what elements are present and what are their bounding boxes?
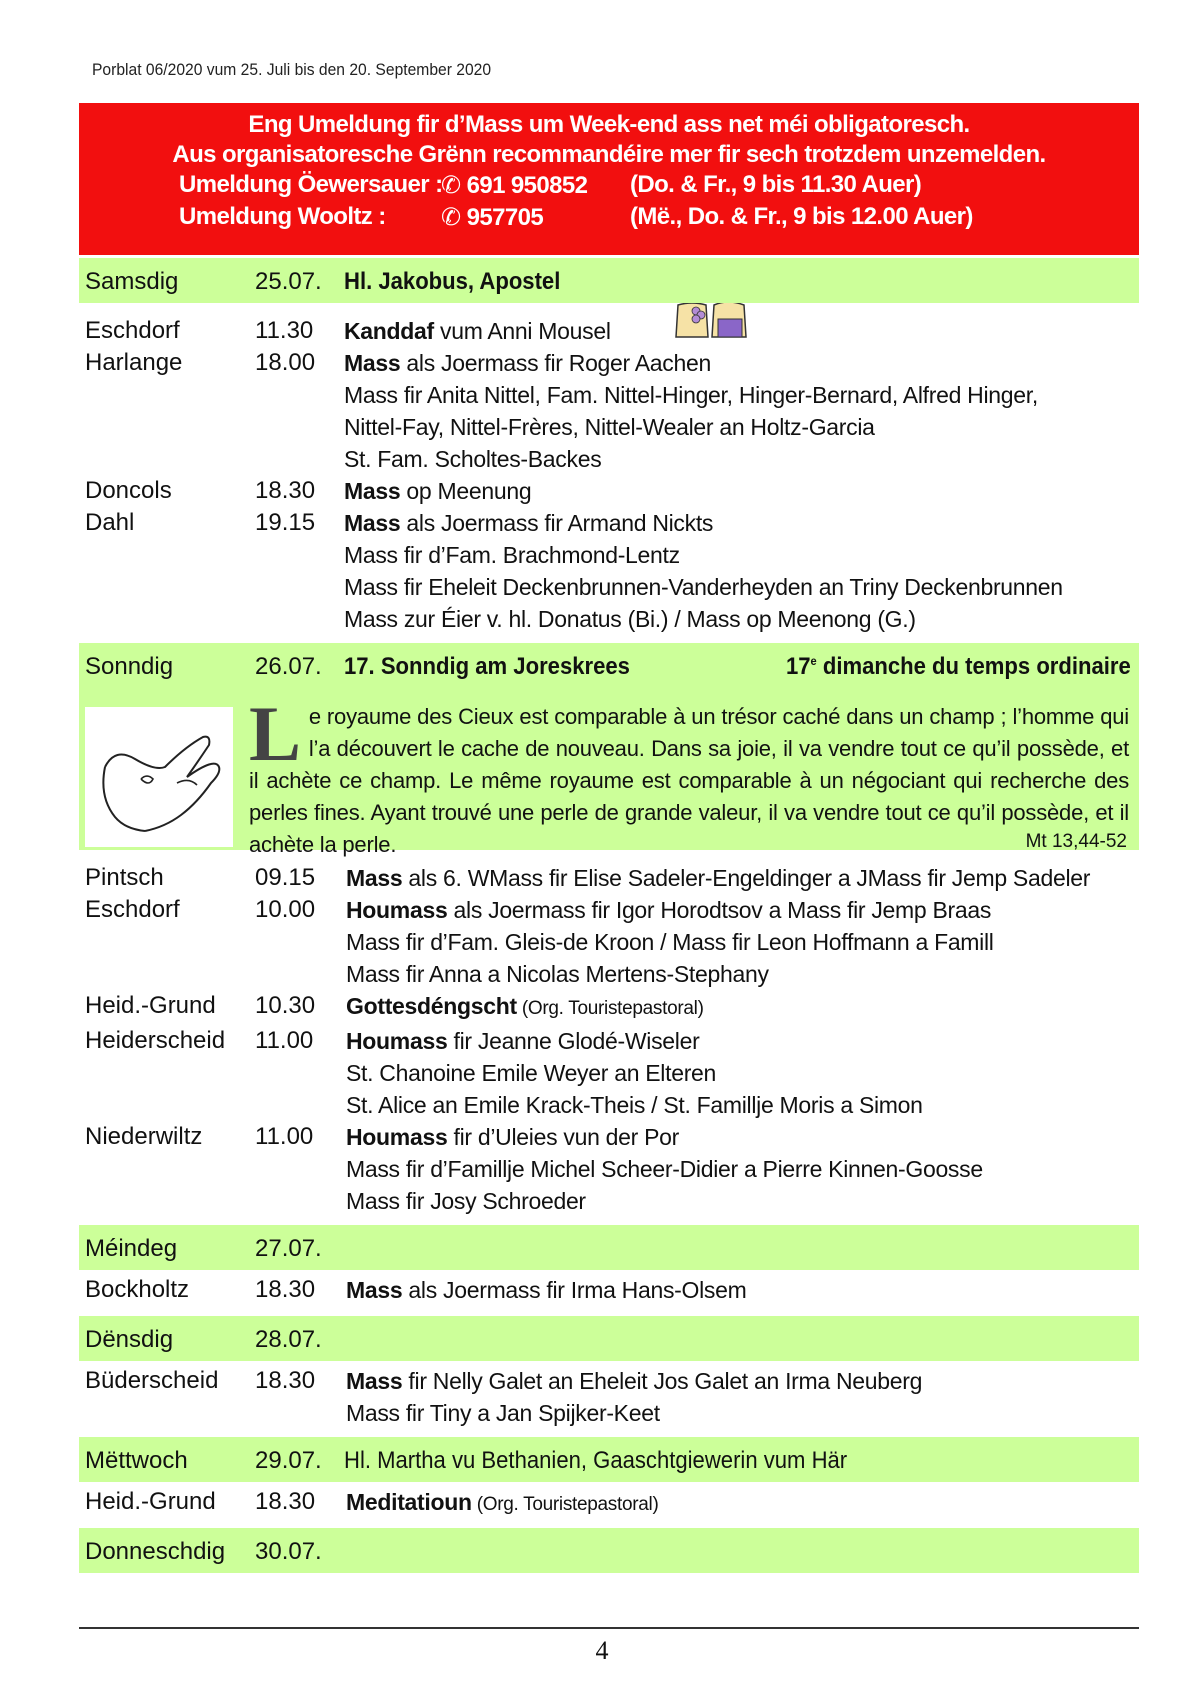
service-type: Mass bbox=[344, 478, 401, 504]
location: Dahl bbox=[85, 509, 135, 536]
day-row-tuesday bbox=[79, 1316, 1139, 1361]
footer-divider bbox=[79, 1627, 1139, 1629]
day-row-monday bbox=[79, 1225, 1139, 1270]
intention: Mass fir Tiny a Jan Spijker-Keet bbox=[346, 1400, 660, 1426]
mass-entry bbox=[79, 1121, 1139, 1217]
open-hand-illustration bbox=[85, 707, 233, 847]
location: Heiderscheid bbox=[85, 1027, 226, 1054]
mass-entry bbox=[79, 507, 1139, 635]
day-name: Samsdig bbox=[85, 268, 179, 295]
mass-entry bbox=[79, 475, 1139, 507]
day-date: 25.07. bbox=[255, 268, 322, 295]
intention: Mass fir d’Fam. Brachmond-Lentz bbox=[344, 542, 680, 568]
banner-line-1: Eng Umeldung fir d’Mass um Week-end ass net méi obligatoresch. bbox=[248, 111, 970, 138]
gospel-body: e royaume des Cieux est comparable à un trésor caché dans un champ ; l’homme qui l’a découvert le cache de nouveau. Dans sa joie, il va vendre tout ce qu’il possède, et il achète ce champ. Le même royaume est comparable à un négociant qui recherche des perles fines. Ayant trouvé une perle de grande valeur, il va vendre tout ce qu’il possède, et il achète la perle. bbox=[249, 704, 1129, 857]
banner-register-label-2: Umeldung Wooltz : bbox=[179, 203, 386, 230]
organizer-note: (Org. Touristepastoral) bbox=[516, 998, 704, 1019]
intention: fir d’Uleies vun der Por bbox=[447, 1124, 679, 1150]
service-type: Kanddaf bbox=[344, 318, 434, 344]
banner-phone-2: ✆ 957705 bbox=[441, 204, 544, 231]
day-name: Méindeg bbox=[85, 1235, 178, 1262]
mass-entry bbox=[79, 1270, 1139, 1316]
time: 10.00 bbox=[255, 896, 316, 923]
intention: Mass fir Anna a Nicolas Mertens-Stephany bbox=[346, 961, 769, 987]
day-date: 29.07. bbox=[255, 1447, 322, 1474]
time: 11.00 bbox=[255, 1123, 314, 1150]
feast-name: 17. Sonndig am Joreskrees bbox=[344, 653, 630, 680]
banner-line-2: Aus organisatoresche Grënn recommandéire mer fir sech trotzdem unzemelden. bbox=[172, 141, 1046, 168]
intention: St. Chanoine Emile Weyer an Elteren bbox=[346, 1060, 717, 1086]
feast-name-french bbox=[786, 653, 1131, 681]
day-name: Mëttwoch bbox=[85, 1447, 188, 1474]
banner-phone-1: ✆ 691 950852 bbox=[441, 172, 588, 199]
service-type: Houmass bbox=[346, 1028, 448, 1054]
intention: Nittel-Fay, Nittel-Frères, Nittel-Wealer an Holtz-Garcia bbox=[344, 414, 875, 440]
intention: Mass fir Anita Nittel, Fam. Nittel-Hinger, Hinger-Bernard, Alfred Hinger, bbox=[344, 382, 1038, 408]
time: 18.30 bbox=[255, 1276, 316, 1303]
time: 09.15 bbox=[255, 864, 316, 891]
day-row-wednesday bbox=[79, 1437, 1139, 1482]
intention: Mass zur Éier v. hl. Donatus (Bi.) / Mass op Meenong (G.) bbox=[344, 606, 916, 632]
page-number: 4 bbox=[595, 1636, 609, 1665]
intention: fir Jeanne Glodé-Wiseler bbox=[447, 1028, 700, 1054]
service-type: Mass bbox=[346, 1368, 403, 1394]
banner-hours-2: (Më., Do. & Fr., 9 bis 12.00 Auer) bbox=[630, 203, 973, 230]
time: 11.30 bbox=[255, 317, 314, 344]
mass-entry bbox=[79, 990, 1139, 1025]
location: Doncols bbox=[85, 477, 172, 504]
mass-entry bbox=[79, 858, 1139, 894]
mass-entry bbox=[79, 894, 1139, 990]
mass-entry bbox=[79, 1482, 1139, 1528]
intention: als 6. WMass fir Elise Sadeler-Engeldinger a JMass fir Jemp Sadeler bbox=[402, 865, 1091, 891]
intention: Mass fir d’Fam. Gleis-de Kroon / Mass fir Leon Hoffmann a Famill bbox=[346, 929, 994, 955]
day-date: 30.07. bbox=[255, 1538, 322, 1565]
mass-entry bbox=[79, 311, 1139, 347]
banner-hours-1: (Do. & Fr., 9 bis 11.30 Auer) bbox=[630, 171, 922, 198]
intention: St. Alice an Emile Krack-Theis / St. Famillje Moris a Simon bbox=[346, 1092, 923, 1118]
service-type: Mass bbox=[344, 510, 401, 536]
intention: als Joermass fir Irma Hans-Olsem bbox=[402, 1277, 747, 1303]
location: Pintsch bbox=[85, 864, 164, 891]
day-row-saturday bbox=[79, 258, 1139, 303]
service-type: Mass bbox=[344, 350, 401, 376]
location: Harlange bbox=[85, 349, 183, 376]
intention: als Joermass fir Roger Aachen bbox=[400, 350, 711, 376]
location: Büderscheid bbox=[85, 1367, 219, 1394]
intention: op Meenung bbox=[400, 478, 532, 504]
day-date: 26.07. bbox=[255, 653, 322, 680]
intention: als Joermass fir Armand Nickts bbox=[400, 510, 714, 536]
intention: Mass fir Josy Schroeder bbox=[346, 1188, 586, 1214]
service-type: Meditatioun bbox=[346, 1489, 472, 1515]
day-date: 28.07. bbox=[255, 1326, 322, 1353]
ordinal-suffix: e bbox=[810, 654, 817, 668]
time: 18.00 bbox=[255, 349, 316, 376]
intention: Mass fir d’Famillje Michel Scheer-Didier a Pierre Kinnen-Goosse bbox=[346, 1156, 983, 1182]
day-date: 27.07. bbox=[255, 1235, 322, 1262]
gospel-text bbox=[249, 690, 1129, 861]
location: Bockholtz bbox=[85, 1276, 190, 1303]
banner-register-label-1: Umeldung Öewersauer : bbox=[179, 171, 443, 198]
location: Heid.-Grund bbox=[85, 992, 216, 1019]
time: 18.30 bbox=[255, 1367, 316, 1394]
time: 10.30 bbox=[255, 992, 316, 1019]
feast-title-fr: dimanche du temps ordinaire bbox=[816, 653, 1131, 680]
location: Eschdorf bbox=[85, 896, 180, 923]
day-name: Dënsdig bbox=[85, 1326, 174, 1353]
service-type: Houmass bbox=[346, 1124, 448, 1150]
location: Niederwiltz bbox=[85, 1123, 203, 1150]
time: 18.30 bbox=[255, 1488, 316, 1515]
page-header: Porblat 06/2020 vum 25. Juli bis den 20. September 2020 bbox=[92, 60, 492, 79]
feast-name: Hl. Martha vu Bethanien, Gaaschtgiewerin vum Här bbox=[344, 1447, 848, 1474]
intention: fir Nelly Galet an Eheleit Jos Galet an Irma Neuberg bbox=[402, 1368, 923, 1394]
mass-entry bbox=[79, 1025, 1139, 1121]
location: Eschdorf bbox=[85, 317, 180, 344]
organizer-note: (Org. Touristepastoral) bbox=[471, 1494, 659, 1515]
intention: als Joermass fir Igor Horodtsov a Mass fir Jemp Braas bbox=[447, 897, 992, 923]
day-name: Donneschdig bbox=[85, 1538, 226, 1565]
intention: St. Fam. Scholtes-Backes bbox=[344, 446, 602, 472]
drop-cap: L bbox=[249, 690, 301, 777]
intention: Mass fir Eheleit Deckenbrunnen-Vanderheyden an Triny Deckenbrunnen bbox=[344, 574, 1063, 600]
registration-banner bbox=[79, 103, 1139, 255]
feast-number: 17 bbox=[786, 653, 811, 680]
service-type: Mass bbox=[346, 865, 403, 891]
time: 18.30 bbox=[255, 477, 316, 504]
location: Heid.-Grund bbox=[85, 1488, 216, 1515]
mass-entry bbox=[79, 1361, 1139, 1437]
service-type: Mass bbox=[346, 1277, 403, 1303]
mass-entry bbox=[79, 347, 1139, 475]
sunday-gospel-block bbox=[79, 643, 1139, 857]
day-name: Sonndig bbox=[85, 653, 174, 680]
service-type: Gottesdéngscht bbox=[346, 993, 517, 1019]
time: 19.15 bbox=[255, 509, 316, 536]
scripture-reference: Mt 13,44-52 bbox=[1025, 831, 1127, 852]
service-type: Houmass bbox=[346, 897, 448, 923]
time: 11.00 bbox=[255, 1027, 314, 1054]
intention: vum Anni Mousel bbox=[433, 318, 611, 344]
day-row-thursday bbox=[79, 1528, 1139, 1573]
feast-name: Hl. Jakobus, Apostel bbox=[344, 268, 561, 295]
